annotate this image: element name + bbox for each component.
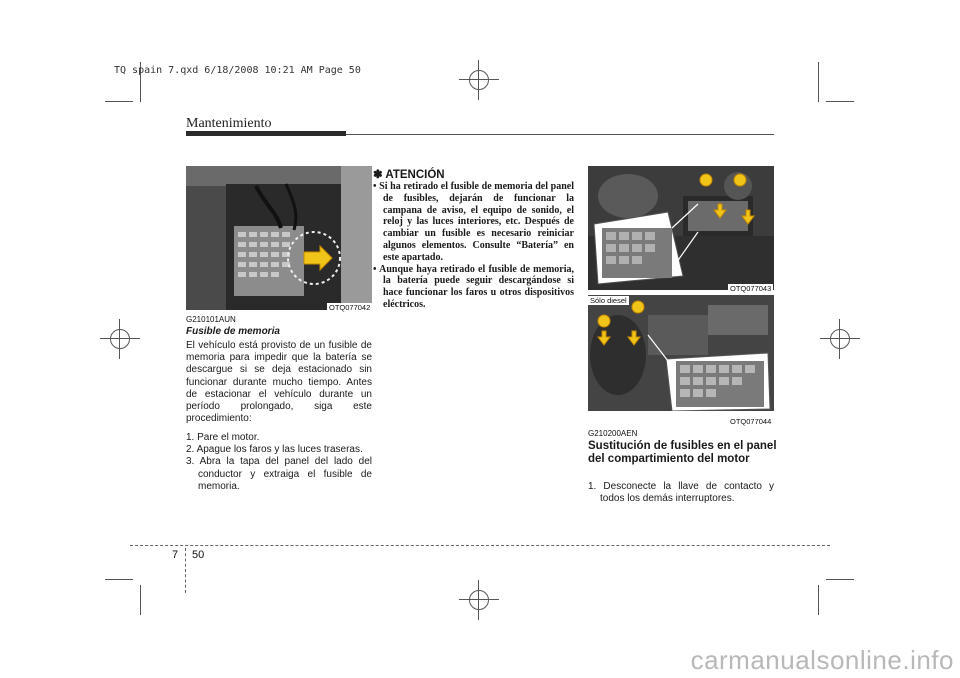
header-bar [186, 131, 346, 136]
watermark: carmanualsonline.info [690, 645, 954, 675]
crop-mark [140, 585, 141, 615]
print-slug: TQ spain 7.qxd 6/18/2008 10:21 AM Page 50 [114, 65, 361, 76]
list-item: 1. Pare el motor. [186, 432, 260, 443]
diesel-label: Sólo diesel [590, 296, 627, 305]
registration-mark-bottom [459, 580, 499, 620]
crop-mark [105, 579, 133, 580]
section-code: G210200AEN [588, 429, 638, 438]
photo-caption: OTQ077042 [329, 303, 371, 312]
memory-fuse-paragraph: El vehículo está provisto de un fusible de memoria para impedir que la batería se descargue si se deja estacionado sin funcionar durante mucho tiempo. Antes de estacionar el vehículo durante un período prolongado, siga este procedimiento: [186, 340, 372, 425]
section-heading: Sustitución de fusibles en el panel del compartimiento del motor [588, 440, 777, 465]
section-code: G210101AUN [186, 315, 236, 324]
footer-divider [185, 548, 186, 593]
registration-mark-top [459, 60, 499, 100]
list-item: 2. Apague los faros y las luces traseras. [186, 444, 363, 456]
chapter-number: 7 [172, 549, 179, 561]
procedure-steps [588, 481, 774, 505]
list-item: 3. Abra la tapa del panel del lado del conductor y extraiga el fusible de memoria. [186, 456, 372, 492]
list-item: • Si ha retirado el fusible de memoria del panel de fusibles, dejarán de funcionar la campana de aviso, el equipo de sonido, el reloj y las luces interiores, etc. Después de cambiar un fusible es necesario reiniciar algunos elementos. Consulte “Batería” en este apartado. [373, 181, 574, 263]
page-number: 50 [192, 549, 205, 561]
crop-mark [826, 579, 854, 580]
list-item: • Aunque haya retirado el fusible de memoria, la batería puede seguir descargándose si hace funcionar los faros u otros dispositivos eléctricos. [373, 263, 574, 310]
diesel-engine-bay-illustration [588, 295, 774, 411]
crop-mark [818, 62, 819, 102]
engine-bay-illustration [588, 166, 774, 290]
section-heading: Fusible de memoria [186, 326, 280, 337]
footer-rule [130, 545, 830, 546]
engine-fuse-photo-1 [588, 166, 774, 290]
memory-fuse-photo [186, 166, 372, 310]
crop-mark [826, 101, 854, 102]
list-item: 1. Desconecte la llave de contacto y todos los demás interruptores. [588, 481, 774, 505]
crop-mark [818, 585, 819, 615]
fuse-panel-illustration [186, 166, 372, 310]
photo-caption: OTQ077044 [730, 417, 772, 426]
attention-bullets [373, 181, 574, 311]
registration-mark-left [100, 319, 140, 359]
registration-mark-right [820, 319, 860, 359]
photo-caption: OTQ077043 [730, 284, 772, 293]
attention-title: ✽ ATENCIÓN [373, 169, 445, 181]
crop-mark [105, 101, 133, 102]
procedure-steps [186, 432, 372, 493]
engine-fuse-photo-2 [588, 295, 774, 411]
page-header-title: Mantenimiento [186, 116, 272, 131]
header-rule [346, 134, 774, 135]
